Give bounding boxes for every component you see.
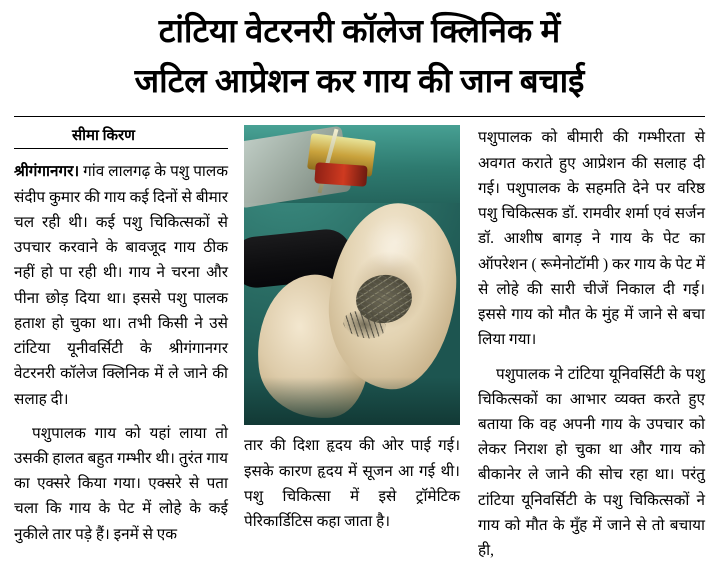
headline-line-1: टांटिया वेटरनरी कॉलेज क्लिनिक में (158, 14, 561, 50)
column-left (14, 125, 236, 545)
left-paragraph-1-text: गांव लालगढ़ के पशु पालक संदीप कुमार की गाय कई दिनों से बीमार चल रही थी। कई पशु चिकित्सकों से उपचार करवाने के बावजूद गाय ठीक नहीं हो पा रही थी। गाय ने चरना और पीना छोड़ दिया था। इससे पशु पालक हताश हो चुका था। तभी किसी ने उसे टांटिया यूनीवर्सिटी के श्रीगंगानगर वेटरनरी कॉलेज क्लिनिक में ले जाने की सलाह दी। (14, 163, 228, 408)
surgery-photo (244, 125, 460, 425)
middle-paragraph-1: तार की दिशा हृदय की ओर पाई गई। इसके कारण हृदय में सूजन आ गई थी। पशु चिकित्सा में इसे ट्रॉमेटिक पेरिकार्डिटिस कहा जाता है। (244, 437, 460, 531)
article-columns (14, 125, 705, 560)
page-title (14, 10, 705, 104)
photo-tissue (315, 163, 368, 188)
headline-divider (14, 116, 705, 117)
left-paragraph-1 (14, 159, 228, 411)
byline: सीमा किरण (72, 128, 136, 145)
dateline: श्रीगंगानगर। (14, 163, 80, 181)
photo-bottom-shadow (244, 377, 460, 425)
right-paragraph-1: पशुपालक को बीमारी की गम्भीरता से अवगत कराते हुए आप्रेशन की सलाह दी गई। पशुपालक के सहमति देने पर वरिष्ठ पशु चिकित्सक डॉ. रामवीर शर्मा एवं सर्जन डॉ. आशीष बागड़ ने गाय के पेट का ऑपरेशन ( रूमेनोटॉमी ) कर गाय के पेट में से लोहे की सारी चीजें निकाल दी गई। इससे गाय को मौत के मुंह में जाने से बचा लिया गया। (478, 129, 705, 349)
byline-divider (14, 148, 228, 149)
column-middle (236, 125, 468, 545)
column-right (468, 125, 705, 560)
left-paragraph-2: पशुपालक गाय को यहां लाया तो उसकी हालत बहुत गम्भीर थी। तुरंत गाय का एक्सरे किया गया। एक्सरे से पता चला कि गाय के पेट में लोहे के कई नुकीले तार पड़े हैं। इनमें से एक (14, 424, 228, 543)
headline-line-2: जटिल आप्रेशन कर गाय की जान बचाई (134, 64, 585, 101)
right-paragraph-2: पशुपालक ने टांटिया यूनिवर्सिटी के पशु चिकित्सकों का आभार व्यक्त करते हुए बताया कि वह अपनी गाय के उपचार को लेकर निराश हो चुका था और गाय को बीकानेर ले जाने की सोच रहा था। परंतु टांटिया यूनिवर्सिटी के पशु चिकित्सकों ने गाय को मौत के मुँह में जाने से तो बचाया ही, (478, 365, 705, 560)
